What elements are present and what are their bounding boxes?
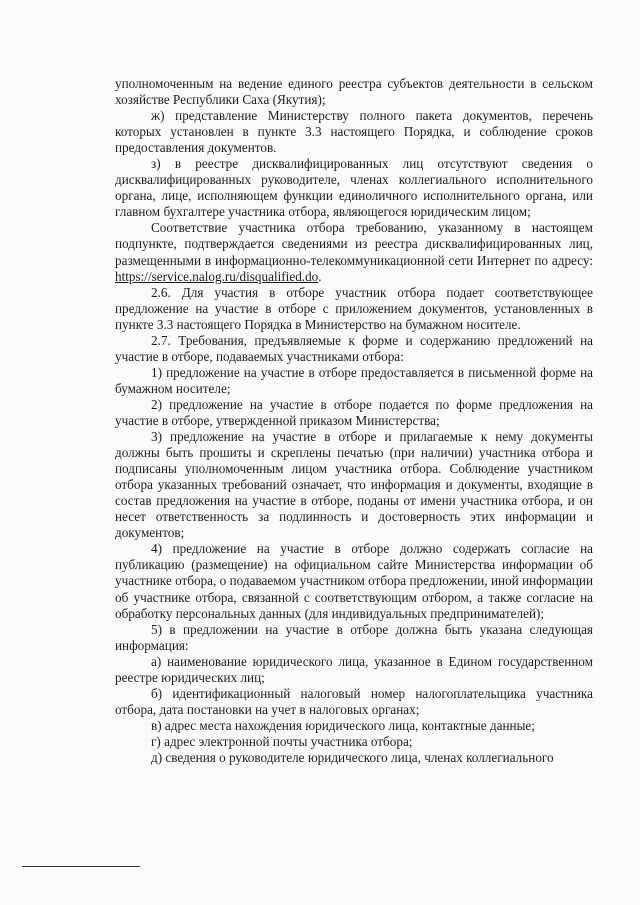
paragraph-2-6: 2.6. Для участия в отборе участник отбора подает соответствующее предложение на участие в отборе с приложением документов, установленных в пункте 3.3 настоящего Порядка в Министерство на бумажном носителе. <box>115 284 593 332</box>
paragraph-item-2: 2) предложение на участие в отборе подается по форме предложения на участие в отборе, утвержденной приказом Министерства; <box>115 396 593 428</box>
paragraph-item-4: 4) предложение на участие в отборе должно содержать согласие на публикацию (размещение) на официальном сайте Министерства информации об участнике отбора, о подаваемом участником отбора предложении, иной информации об участнике отбора, связанной с соответствующим отбором, а также согласие на обработку персональных данных (для индивидуальных предпринимателей); <box>115 541 593 621</box>
paragraph-item-a: а) наименование юридического лица, указанное в Едином государственном реестре юридических лиц; <box>115 653 593 685</box>
paragraph-item-1: 1) предложение на участие в отборе предоставляется в письменной форме на бумажном носителе; <box>115 364 593 396</box>
paragraph-item-zh: ж) представление Министерству полного пакета документов, перечень которых установлен в пункте 3.3 настоящего Порядка, и соблюдение сроков предоставления документов. <box>115 108 593 156</box>
compliance-text: Соответствие участника отбора требованию, указанному в настоящем подпункте, подтверждается сведениями из реестра дисквалифицированных лиц, размещенными в информационно-телекоммуникационной сети Интернет по адресу: <box>115 220 593 268</box>
paragraph-item-5: 5) в предложении на участие в отборе должна быть указана следующая информация: <box>115 621 593 653</box>
paragraph-item-3: 3) предложение на участие в отборе и прилагаемые к нему документы должны быть прошиты и скреплены печатью (при наличии) участника отбора и подписаны уполномоченным лицом участника отбора. Соблюдение участником отбора указанных требований означает, что информация и документы, входящие в состав предложения на участие в отборе, поданы от имени участника отбора, и он несет ответственность за подлинность и достоверность этих информации и документов; <box>115 429 593 541</box>
paragraph-continuation: уполномоченным на ведение единого реестра субъектов деятельности в сельском хозяйстве Республики Саха (Якутия); <box>115 76 593 108</box>
disqualified-registry-link[interactable]: https://service.nalog.ru/disqualified.do <box>115 268 319 284</box>
paragraph-item-d: д) сведения о руководителе юридического лица, членах коллегиального <box>151 749 554 765</box>
paragraph-item-b: б) идентификационный налоговый номер налогоплательщика участника отбора, дата постановки на учет в налоговых органах; <box>115 685 593 717</box>
paragraph-item-v: в) адрес места нахождения юридического лица, контактные данные; <box>151 717 535 733</box>
paragraph-item-z: з) в реестре дисквалифицированных лиц отсутствуют сведения о дисквалифицированных руководителе, членах коллегиального исполнительного органа, лице, исполняющем функции единоличного исполнительного органа, или главном бухгалтере участника отбора, являющегося юридическим лицом; <box>115 156 593 220</box>
compliance-end: . <box>318 268 322 284</box>
paragraph-compliance <box>115 220 593 284</box>
paragraph-2-7: 2.7. Требования, предъявляемые к форме и содержанию предложений на участие в отборе, подаваемых участниками отбора: <box>115 332 593 364</box>
document-body <box>115 76 593 766</box>
footnote-separator-line <box>22 866 140 867</box>
paragraph-item-g: г) адрес электронной почты участника отбора; <box>151 733 413 749</box>
